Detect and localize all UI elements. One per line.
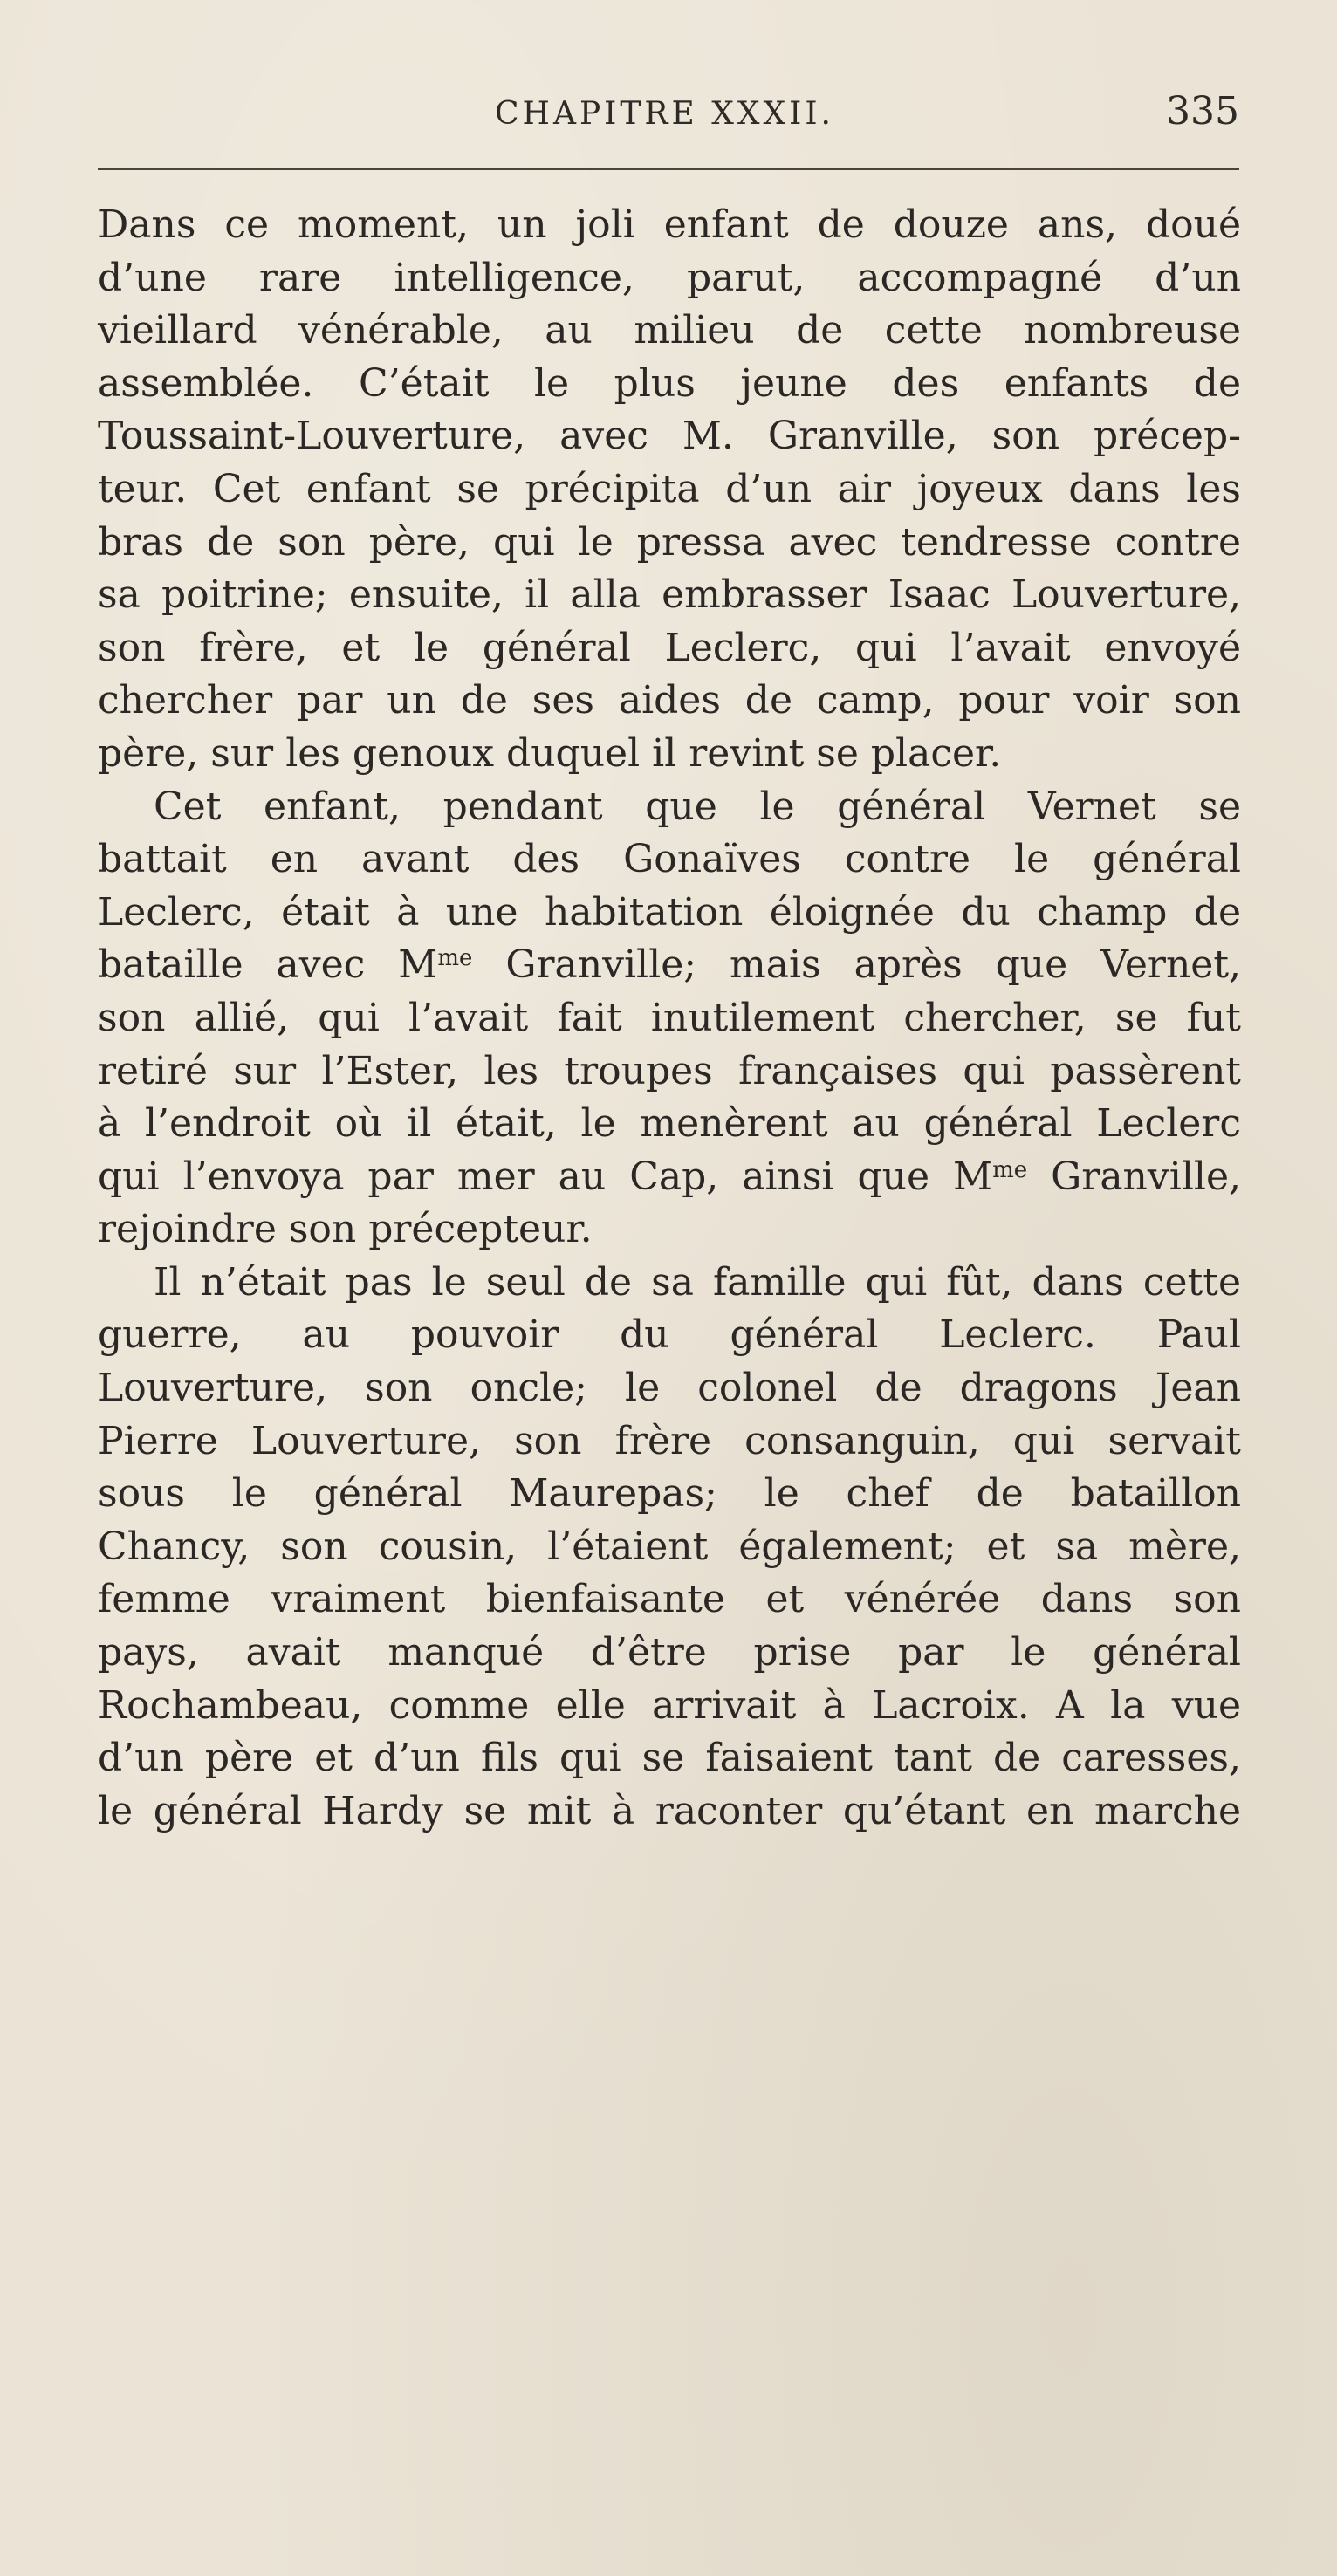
text-line: Cet enfant, pendant que le général Vernet se <box>154 784 1241 829</box>
text-line: bras de son père, qui le pressa avec tendresse contre <box>98 519 1241 565</box>
text-line: à l’endroit où il était, le menèrent au général Leclerc <box>98 1101 1241 1147</box>
text-line: d’un père et d’un fils qui se faisaient tant de caresses, <box>98 1736 1241 1781</box>
text-line: Il n’était pas le seul de sa famille qui fût, dans cette <box>154 1259 1241 1305</box>
text-line: guerre, au pouvoir du général Leclerc. Paul <box>98 1312 1241 1358</box>
body-text <box>98 199 1241 1838</box>
text-line: sous le général Maurepas; le chef de bataillon <box>98 1471 1241 1517</box>
text-line: chercher par un de ses aides de camp, pour voir son <box>98 678 1241 723</box>
superscript: me <box>437 945 473 972</box>
text-line <box>98 939 1241 992</box>
text-line: vieillard vénérable, au milieu de cette nombreuse <box>98 308 1241 353</box>
text-line: Toussaint-Louverture, avec M. Granville, son précep- <box>98 414 1241 459</box>
text-segment: Granville; mais après que Vernet, <box>472 942 1241 988</box>
text-line: d’une rare intelligence, parut, accompagné d’un <box>98 255 1241 300</box>
page-number: 335 <box>1166 89 1239 134</box>
page-header <box>98 86 1239 155</box>
text-line: femme vraiment bienfaisante et vénérée dans son <box>98 1577 1241 1622</box>
text-line: Leclerc, était à une habitation éloignée du champ de <box>98 889 1241 935</box>
header-rule <box>98 168 1239 170</box>
text-line: son frère, et le général Leclerc, qui l’avait envoyé <box>98 625 1241 670</box>
text-line: son allié, qui l’avait fait inutilement chercher, se fut <box>98 995 1241 1040</box>
text-line: teur. Cet enfant se précipita d’un air joyeux dans les <box>98 466 1241 511</box>
text-segment: qui l’envoya par mer au Cap, ainsi que M <box>98 1154 993 1199</box>
text-segment: bataille avec M <box>98 942 438 988</box>
text-line: père, sur les genoux duquel il revint se placer. <box>98 730 1002 776</box>
text-line: battait en avant des Gonaïves contre le général <box>98 837 1241 882</box>
text-line: Dans ce moment, un joli enfant de douze ans, doué <box>98 202 1241 247</box>
superscript: me <box>992 1156 1028 1183</box>
text-line: Rochambeau, comme elle arrivait à Lacroix. A la vue <box>98 1682 1241 1728</box>
text-line <box>98 1151 1241 1204</box>
text-line: Pierre Louverture, son frère consanguin, qui servait <box>98 1418 1241 1463</box>
text-line: assemblée. C’était le plus jeune des enfants de <box>98 360 1241 406</box>
text-line: sa poitrine; ensuite, il alla embrasser Isaac Louverture, <box>98 572 1241 618</box>
text-line: rejoindre son précepteur. <box>98 1207 593 1252</box>
text-line: Chancy, son cousin, l’étaient également; et sa mère, <box>98 1524 1241 1569</box>
text-segment: Granville, <box>1027 1154 1241 1199</box>
text-line: retiré sur l’Ester, les troupes françaises qui passèrent <box>98 1048 1241 1093</box>
running-title: CHAPITRE XXXII. <box>495 96 834 132</box>
text-line: le général Hardy se mit à raconter qu’étant en marche <box>98 1788 1241 1833</box>
text-line: Louverture, son oncle; le colonel de dragons Jean <box>98 1366 1241 1411</box>
text-line: pays, avait manqué d’être prise par le général <box>98 1630 1241 1675</box>
